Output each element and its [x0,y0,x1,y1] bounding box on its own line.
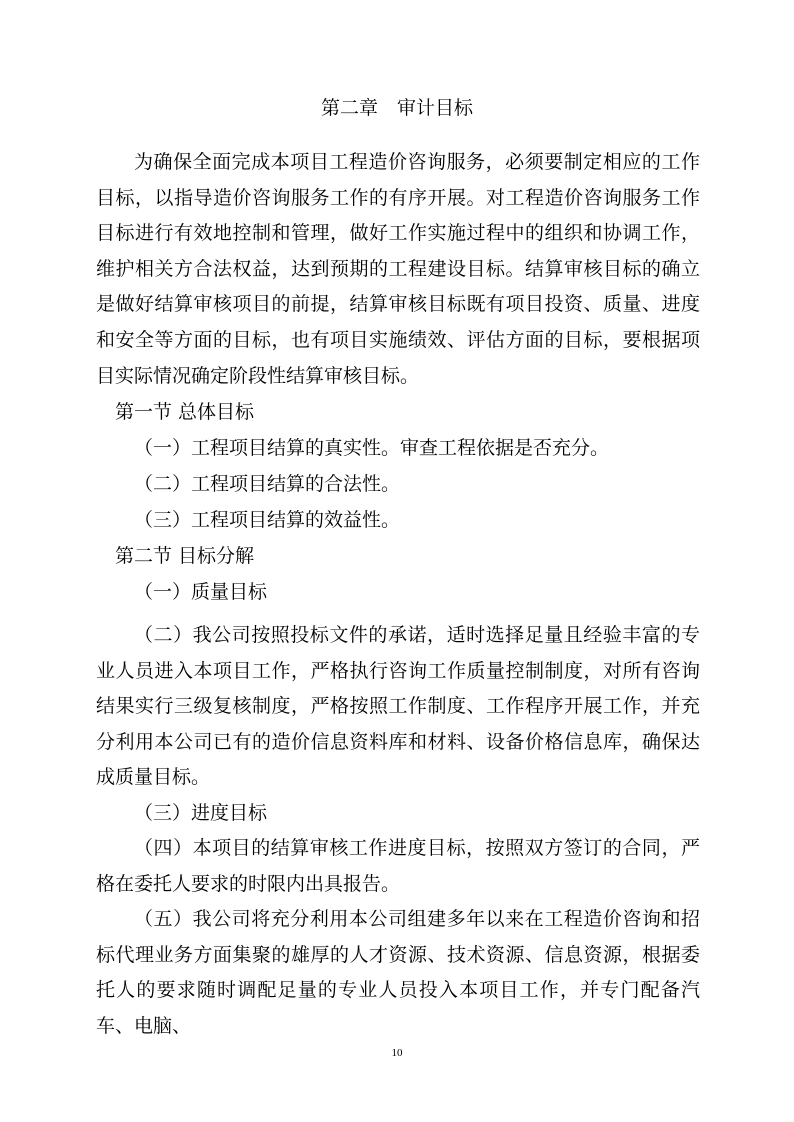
section2-item-3: （三）进度目标 [134,802,268,824]
section2-item-4: （四）本项目的结算审核工作进度目标，按照双方签订的合同，严格在委托人要求的时限内出具报告。 [96,837,700,895]
section2-item-5: （五）我公司将充分利用本公司组建多年以来在工程造价咨询和招标代理业务方面集聚的雄厚的人才资源、技术资源、信息资源，根据委托人的要求随时调配足量的专业人员投入本项目工作，并专门配备汽车、电脑、 [96,908,700,1037]
chapter-name: 审计目标 [397,97,474,119]
intro-paragraph: 为确保全面完成本项目工程造价咨询服务，必须要制定相应的工作目标，以指导造价咨询服务工作的有序开展。对工程造价咨询服务工作目标进行有效地控制和管理，做好工作实施过程中的组织和协调工作，维护相关方合法权益，达到预期的工程建设目标。结算审核目标的确立是做好结算审核项目的前提，结算审核目标既有项目投资、质量、进度和安全等方面的目标，也有项目实施绩效、评估方面的目标，要根据项目实际情况确定阶段性结算审核目标。 [96,151,700,387]
section1-item-1: （一）工程项目结算的真实性。审查工程依据是否充分。 [134,437,610,459]
section1-item-3: （三）工程项目结算的效益性。 [134,509,401,531]
section2-item-2: （二）我公司按照投标文件的承诺，适时选择足量且经验丰富的专业人员进入本项目工作，严格执行咨询工作质量控制制度，对所有咨询结果实行三级复核制度，严格按照工作制度、工作程序开展工作，并充分利用本公司已有的造价信息资料库和材料、设备价格信息库，确保达成质量目标。 [96,624,700,789]
section1-item-2: （二）工程项目结算的合法性。 [134,473,401,495]
section2-item-1: （一）质量目标 [134,581,268,603]
page-number: 10 [391,1047,403,1059]
section2-heading: 第二节 目标分解 [115,545,255,567]
chapter-title [0,94,794,122]
section1-heading: 第一节 总体目标 [115,401,255,423]
chapter-number: 第二章 [320,97,378,119]
